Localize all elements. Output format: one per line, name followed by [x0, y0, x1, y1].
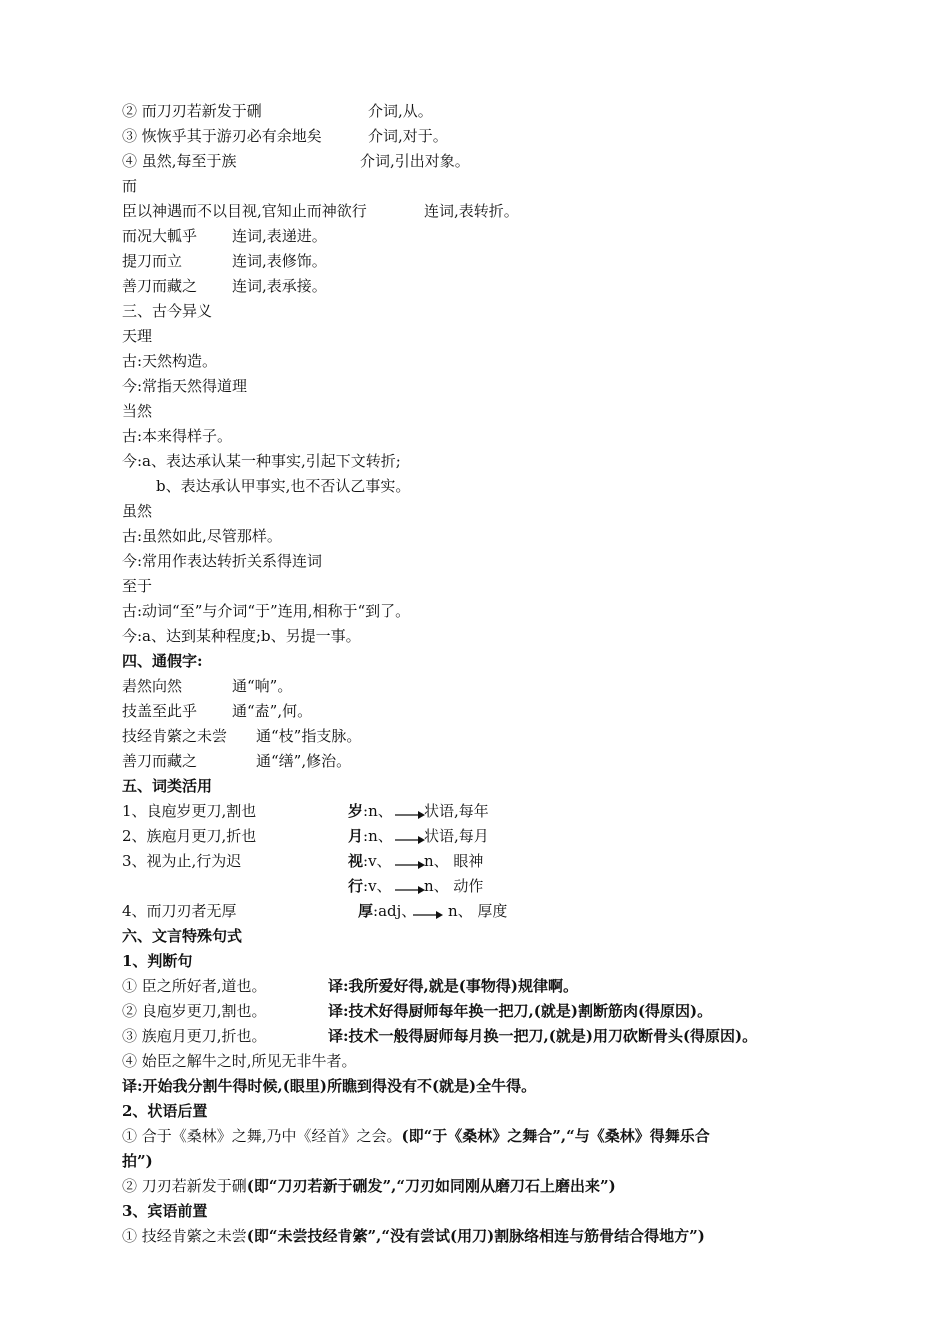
- text-line: ④ 始臣之解牛之时,所见无非牛者。: [122, 1052, 357, 1070]
- text-line: ② 刀刃若新发于硎(即“刀刃若新于硎发”,“刀刃如同刚从磨刀石上磨出来”): [122, 1177, 616, 1195]
- arrow-icon: [412, 909, 444, 921]
- text-line: 而况大軱乎 连词,表递进。: [122, 227, 327, 245]
- text-line: 技盖至此乎 通“盍”,何。: [122, 702, 313, 720]
- text-line: 4、而刀刃者无厚 厚:adj、 n、 厚度: [122, 902, 508, 920]
- text-line: 臣以神遇而不以目视,官知止而神欲行 连词,表转折。: [122, 202, 519, 220]
- arrow-icon: [394, 834, 426, 846]
- text-line: 古:天然构造。: [122, 352, 218, 370]
- section-heading: 六、文言特殊句式: [122, 927, 243, 945]
- document-page: ② 而刀刃若新发于硎 介词,从。 ③ 恢恢乎其于游刃必有余地矣 介词,对于。 ④ 虽然,每至于族 介词,引出对象。 而 臣以神遇而不以目视,官知止而神欲行 连词,表转折。 而况大軱乎 连词,表递进。 提刀而立 连词,表修饰。 善刀而藏之 连词,表承接。 三、古今异义 天理 古:天然构造。 今:常指天然得道理 当然 古:本来得样子。 今:a、表达承认某一种事实,引起下文转折; b、表达承认甲事实,也不否认乙事实。 虽然 古:虽然如此,尽管那样。 今:常用作表达转折关系得连词 至于 古:动词“至”与介词“于”连用,相称于“到了。 今:a、达到某种程度;b、另提一事。 四、通假字: 砉然向然 通“响”。 技盖至此乎 通“盍”,何。 技经肯綮之未尝 通“枝”指支脉。 善刀而藏之 通“缮”,修治。 五、词类活用 1、良庖岁更刀,割也 岁:n、 状语,每年 2、族庖月更刀,折也 月:n、 状语,每月 3、视为止,行为迟 视:v、 n、 眼神 行:v、 n、 动作 4、而刀刃者无厚 厚:adj、 n、 厚度 六、文言特殊句式 1、判断句 ① 臣之所好者,道也。 译:我所爱好得,就是(事物得)规律啊。 ② 良庖岁更刀,割也。 译:技术好得厨师每年换一把刀,(就是)割断筋肉(得原因)。 ③ 族庖月更刀,折也。 译:技术一般得厨师每月换一把刀,(就是)用刀砍断骨头(得原因)。 ④ 始臣之解牛之时,所见无非牛者。 译:开始我分割牛得时候,(眼里)所瞧到得没有不(就是)全牛得。 2、状语后置 ① 合于《桑林》之舞,乃中《经首》之会。(即“于《桑林》之舞合”,“与《桑林》得舞乐合 拍”) ② 刀刃若新发于硎(即“刀刃若新于硎发”,“刀刃如同刚从磨刀石上磨出来”) 3、宾语前置 ① 技经肯綮之未尝(即“未尝技经肯綮”,“没有尝试(用刀)割脉络相连与筋骨结合得地方”): [0, 0, 950, 1344]
- text-line: 而: [122, 177, 138, 195]
- text-line: ④ 虽然,每至于族 介词,引出对象。: [122, 152, 470, 170]
- text-line: ② 而刀刃若新发于硎 介词,从。: [122, 102, 433, 120]
- text-line: 虽然: [122, 502, 153, 520]
- text-line: ① 臣之所好者,道也。 译:我所爱好得,就是(事物得)规律啊。: [122, 977, 578, 995]
- section-heading: 五、词类活用: [122, 777, 213, 795]
- text-line: ② 良庖岁更刀,割也。 译:技术好得厨师每年换一把刀,(就是)割断筋肉(得原因)。: [122, 1002, 713, 1020]
- text-line: 1、良庖岁更刀,割也 岁:n、 状语,每年: [122, 802, 489, 820]
- text-line: 古:本来得样子。: [122, 427, 233, 445]
- subsection-heading: 3、宾语前置: [122, 1202, 208, 1220]
- text-line: 今:常指天然得道理: [122, 377, 248, 395]
- text-line: 天理: [122, 327, 153, 345]
- text-line: ① 合于《桑林》之舞,乃中《经首》之会。(即“于《桑林》之舞合”,“与《桑林》得舞乐合: [122, 1127, 710, 1145]
- text-line: 技经肯綮之未尝 通“枝”指支脉。: [122, 727, 362, 745]
- text-line: 今:常用作表达转折关系得连词: [122, 552, 323, 570]
- text-line: 提刀而立 连词,表修饰。: [122, 252, 327, 270]
- text-line: 古:虽然如此,尽管那样。: [122, 527, 282, 545]
- section-heading: 三、古今异义: [122, 302, 213, 320]
- text-line: 砉然向然 通“响”。: [122, 677, 293, 695]
- text-line: 拍”): [122, 1152, 153, 1170]
- text-line: 至于: [122, 577, 153, 595]
- text-line: ③ 恢恢乎其于游刃必有余地矣 介词,对于。: [122, 127, 448, 145]
- text-line: 古:动词“至”与介词“于”连用,相称于“到了。: [122, 602, 411, 620]
- text-line: 当然: [122, 402, 153, 420]
- text-line: 2、族庖月更刀,折也 月:n、 状语,每月: [122, 827, 489, 845]
- text-line: 3、视为止,行为迟 视:v、 n、 眼神: [122, 852, 484, 870]
- text-line: 善刀而藏之 通“缮”,修治。: [122, 752, 352, 770]
- section-heading: 四、通假字:: [122, 652, 203, 670]
- text-line: ③ 族庖月更刀,折也。 译:技术一般得厨师每月换一把刀,(就是)用刀砍断骨头(得原因)。: [122, 1027, 758, 1045]
- text-line: 善刀而藏之 连词,表承接。: [122, 277, 327, 295]
- text-line: 译:开始我分割牛得时候,(眼里)所瞧到得没有不(就是)全牛得。: [122, 1077, 537, 1095]
- subsection-heading: 2、状语后置: [122, 1102, 208, 1120]
- arrow-icon: [394, 884, 426, 896]
- arrow-icon: [394, 809, 426, 821]
- text-line: ① 技经肯綮之未尝(即“未尝技经肯綮”,“没有尝试(用刀)割脉络相连与筋骨结合得地方”): [122, 1227, 705, 1245]
- subsection-heading: 1、判断句: [122, 952, 193, 970]
- arrow-icon: [394, 859, 426, 871]
- text-line: 今:a、达到某种程度;b、另提一事。: [122, 627, 361, 645]
- text-line: 今:a、表达承认某一种事实,引起下文转折;: [122, 452, 401, 470]
- text-line: b、表达承认甲事实,也不否认乙事实。: [156, 477, 411, 495]
